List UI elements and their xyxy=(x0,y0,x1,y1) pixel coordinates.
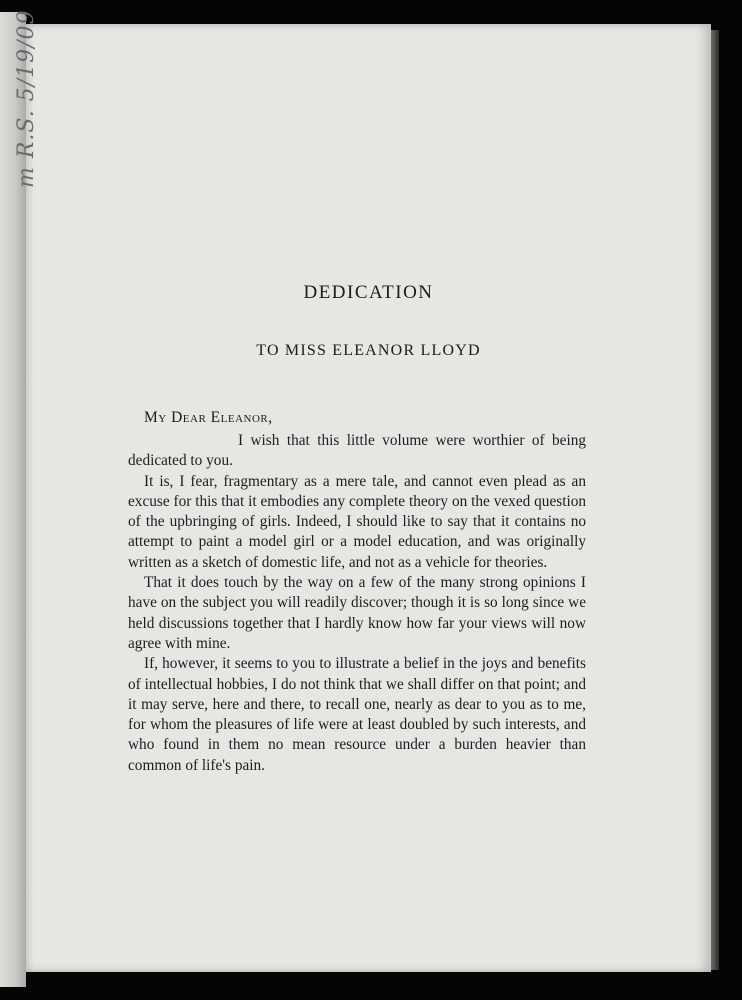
dedication-paragraph: That it does touch by the way on a few of the many strong opinions I have on the subject you will readily discover; though it is so long since we held discussions together that I hardly know how far your views will now agree with mine. xyxy=(128,574,586,652)
page-title: DEDICATION xyxy=(303,282,434,303)
dedication-subtitle: TO MISS ELEANOR LLOYD xyxy=(256,342,481,359)
handwritten-note: m R.S. 5/19/09 xyxy=(14,9,39,188)
book-page xyxy=(26,24,711,972)
salutation: My Dear Eleanor, xyxy=(144,409,273,426)
dedication-paragraph: If, however, it seems to you to illustrate a belief in the joys and benefits of intellectual hobbies, I do not think that we shall differ on that point; and it may serve, here and there, to recall one, nearly as dear to you as to me, for whom the pleasures of life were at least doubled by such interests, and who found in them no mean resource under a burden heavier than common of life's pain. xyxy=(128,655,586,774)
dedication-body xyxy=(128,431,586,776)
dedication-paragraph: It is, I fear, fragmentary as a mere tale, and cannot even plead as an excuse for this that it embodies any complete theory on the vexed question of the upbringing of girls. Indeed, I should like to say that it contains no attempt to paint a model girl or a model education, and was originally written as a sketch of domestic life, and not as a vehicle for theories. xyxy=(128,472,586,571)
dedication-paragraph: I wish that this little volume were worthier of being dedicated to you. xyxy=(128,432,586,470)
page-block-edge xyxy=(711,30,719,970)
